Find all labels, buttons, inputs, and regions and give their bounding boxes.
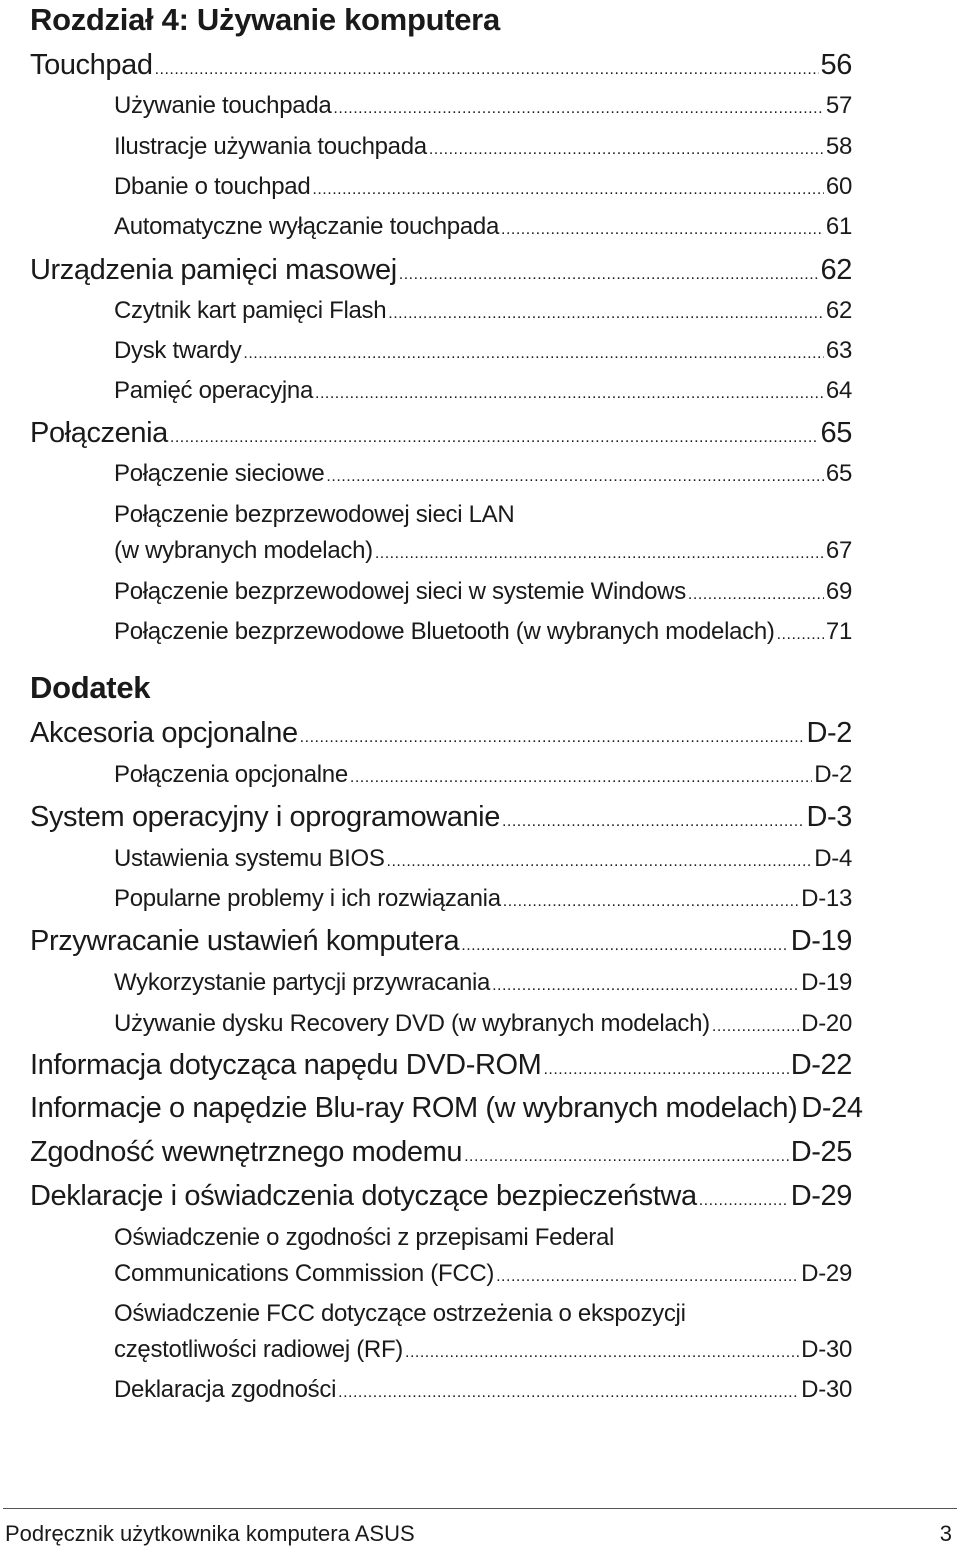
toc-entry-label-line1: Oświadczenie o zgodności z przepisami Federal: [114, 1224, 615, 1251]
toc-entry-label: częstotliwości radiowej (RF): [114, 1336, 403, 1363]
dot-leader: [464, 1140, 789, 1174]
toc-entry-label: Połączenie bezprzewodowe Bluetooth (w wybranych modelach): [114, 618, 775, 645]
toc-page-number: 62: [825, 297, 852, 324]
toc-entry-siec[interactable]: [0, 459, 852, 492]
toc-page-number: D-2: [806, 717, 852, 749]
toc-entry-deklaracja-zgodnosci[interactable]: [0, 1375, 852, 1408]
dot-leader: [492, 971, 799, 1001]
toc-page-number: D-4: [814, 845, 852, 872]
toc-page-number: D-30: [801, 1376, 852, 1403]
toc-page-number: D-19: [790, 925, 852, 957]
toc-entry-akcesoria[interactable]: [0, 716, 852, 755]
dot-leader: [333, 94, 823, 124]
toc-entry-label: Deklaracja zgodności: [114, 1376, 337, 1403]
toc-entry-label: Wykorzystanie partycji przywracania: [114, 969, 491, 996]
toc-entry-uzywanie-touchpada[interactable]: [0, 91, 852, 124]
toc-page-number: 65: [820, 417, 852, 449]
toc-entry-label: Połączenie sieciowe: [114, 460, 325, 487]
toc-entry-bluetooth[interactable]: [0, 617, 852, 650]
dot-leader: [429, 135, 824, 165]
toc-page-number: 65: [825, 460, 852, 487]
dot-leader: [155, 53, 819, 87]
toc-entry-label: Informacja dotycząca napędu DVD-ROM: [30, 1049, 542, 1081]
dot-leader: [501, 215, 824, 245]
toc-entry-recovery-dvd[interactable]: [0, 1009, 852, 1042]
toc-entry-polaczenia-opcjonalne[interactable]: [0, 760, 852, 793]
toc-entry-czytnik[interactable]: [0, 296, 852, 329]
toc-entry-label-line1: Oświadczenie FCC dotyczące ostrzeżenia o ekspozycji: [114, 1300, 686, 1327]
toc-entry-rf[interactable]: [0, 1335, 852, 1368]
toc-entry-polaczenia[interactable]: [0, 416, 852, 455]
toc-page-number: D-20: [801, 1010, 852, 1037]
toc-entry-label: (w wybranych modelach): [114, 537, 373, 564]
dot-leader: [399, 258, 819, 292]
toc-entry-bios[interactable]: [0, 844, 852, 877]
toc-entry-windows[interactable]: [0, 577, 852, 610]
toc-entry-label: Zgodność wewnętrznego modemu: [30, 1136, 463, 1168]
toc-entry-label: Połączenia opcjonalne: [114, 761, 348, 788]
dot-leader: [243, 339, 824, 369]
dot-leader: [405, 1338, 799, 1368]
toc-entry-label: Deklaracje i oświadczenia dotyczące bezpieczeństwa: [30, 1180, 697, 1212]
dot-leader: [388, 299, 824, 329]
toc-entry-label: Połączenia: [30, 417, 168, 449]
toc-page-number: D-29: [801, 1260, 852, 1287]
dot-leader: [503, 887, 799, 917]
dot-leader: [375, 539, 824, 569]
toc-entry-label: Ustawienia systemu BIOS: [114, 845, 385, 872]
toc-entry-problemy[interactable]: [0, 884, 852, 917]
toc-entry-wlan[interactable]: [0, 536, 852, 569]
dot-leader: [543, 1053, 788, 1087]
dot-leader: [312, 175, 823, 205]
dot-leader: [777, 620, 824, 650]
appendix-heading: Dodatek: [30, 670, 151, 705]
toc-page-number: D-3: [806, 801, 852, 833]
dot-leader: [699, 1184, 789, 1218]
toc-page-number: 56: [820, 49, 852, 81]
toc-entry-label-line1: Połączenie bezprzewodowej sieci LAN: [114, 501, 515, 528]
dot-leader: [712, 1012, 799, 1042]
toc-entry-ilustracje[interactable]: [0, 132, 852, 165]
toc-page-number: D-24: [801, 1092, 863, 1124]
toc-entry-dvd-rom[interactable]: [0, 1048, 852, 1087]
toc-page-number: 60: [825, 173, 852, 200]
toc-entry-label: Touchpad: [30, 49, 153, 81]
dot-leader: [502, 805, 805, 839]
dot-leader: [387, 847, 813, 877]
toc-entry-label: Dbanie o touchpad: [114, 173, 311, 200]
toc-entry-dbanie[interactable]: [0, 172, 852, 205]
toc-page-number: D-22: [790, 1049, 852, 1081]
toc-entry-fcc[interactable]: [0, 1259, 852, 1292]
dot-leader: [350, 763, 812, 793]
toc-page-number: 61: [825, 213, 852, 240]
toc-entry-system[interactable]: [0, 800, 852, 839]
toc-entry-label: Automatyczne wyłączanie touchpada: [114, 213, 499, 240]
dot-leader: [496, 1262, 799, 1292]
toc-page-number: D-13: [801, 885, 852, 912]
toc-entry-automatyczne[interactable]: [0, 212, 852, 245]
toc-entry-dysk[interactable]: [0, 336, 852, 369]
toc-page-number: 67: [825, 537, 852, 564]
dot-leader: [688, 580, 824, 610]
footer-page-number: 3: [939, 1521, 952, 1546]
toc-page-number: 63: [825, 337, 852, 364]
toc-entry-przywracanie[interactable]: [0, 924, 852, 963]
toc-page-number: D-25: [790, 1136, 852, 1168]
toc-entry-label: Akcesoria opcjonalne: [30, 717, 298, 749]
dot-leader: [300, 721, 805, 755]
footer-title: Podręcznik użytkownika komputera ASUS: [5, 1521, 415, 1546]
toc-entry-label: Czytnik kart pamięci Flash: [114, 297, 387, 324]
dot-leader: [326, 462, 823, 492]
toc-page-number: D-29: [790, 1180, 852, 1212]
toc-page-number: D-2: [814, 761, 852, 788]
toc-entry-blu-ray[interactable]: [0, 1091, 863, 1130]
toc-entry-partycja[interactable]: [0, 968, 852, 1001]
dot-leader: [338, 1378, 799, 1408]
toc-entry-label: Połączenie bezprzewodowej sieci w systemie Windows: [114, 578, 686, 605]
footer-divider: [3, 1508, 957, 1509]
toc-entry-deklaracje[interactable]: [0, 1179, 852, 1218]
toc-page-number: 58: [825, 133, 852, 160]
chapter-heading: Rozdział 4: Używanie komputera: [30, 2, 500, 37]
dot-leader: [170, 421, 819, 455]
toc-entry-label: Przywracanie ustawień komputera: [30, 925, 460, 957]
toc-entry-touchpad[interactable]: [0, 48, 852, 87]
toc-entry-label: Dysk twardy: [114, 337, 242, 364]
toc-entry-urzadzenia[interactable]: [0, 253, 852, 292]
toc-entry-label: Urządzenia pamięci masowej: [30, 254, 397, 286]
toc-entry-label: Używanie touchpada: [114, 92, 332, 119]
toc-page-number: D-19: [801, 969, 852, 996]
toc-entry-label: Ilustracje używania touchpada: [114, 133, 427, 160]
toc-page-number: 71: [825, 618, 852, 645]
toc-page-number: 62: [820, 254, 852, 286]
toc-entry-label: Używanie dysku Recovery DVD (w wybranych modelach): [114, 1010, 710, 1037]
toc-entry-label: Pamięć operacyjna: [114, 377, 314, 404]
toc-entry-pamiec[interactable]: [0, 376, 852, 409]
dot-leader: [461, 929, 788, 963]
toc-page-number: 69: [825, 578, 852, 605]
toc-entry-label: Communications Commission (FCC): [114, 1260, 495, 1287]
toc-entry-modem[interactable]: [0, 1135, 852, 1174]
toc-entry-label: Informacje o napędzie Blu-ray ROM (w wybranych modelach): [30, 1092, 798, 1124]
toc-page-number: 64: [825, 377, 852, 404]
toc-entry-label: Popularne problemy i ich rozwiązania: [114, 885, 501, 912]
dot-leader: [315, 379, 824, 409]
toc-page-number: D-30: [801, 1336, 852, 1363]
toc-entry-label: System operacyjny i oprogramowanie: [30, 801, 500, 833]
toc-page-number: 57: [825, 92, 852, 119]
